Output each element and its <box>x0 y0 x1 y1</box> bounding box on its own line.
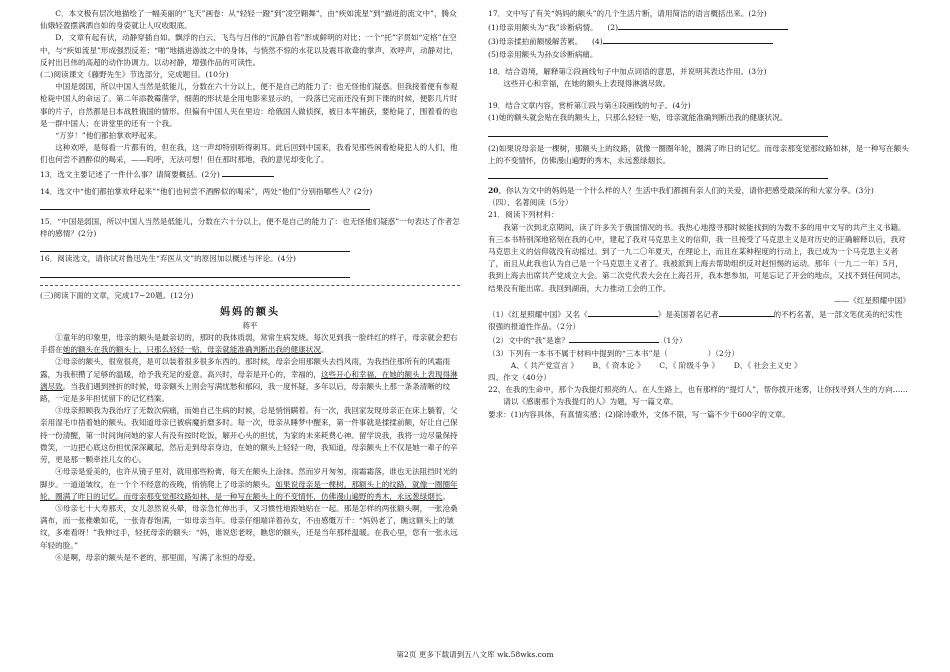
divider <box>40 281 460 286</box>
question-21-heading: 21．阅读下列材料： <box>488 210 559 220</box>
article-paragraph-6: ⑥是啊，母亲的额头是不老的，那里面，写满了永恒的母爱。 <box>55 552 261 562</box>
question-20: 20．你认为文中的妈妈是一个什么样的人？生活中我们都拥有亲人们的关爱，请你把感受最深的和大家分享。(3分) <box>488 186 874 196</box>
option-c: C．本文极有层次地描绘了一幅美丽的“飞天”画卷：从“轻轻一蹬”到“凌空翱舞”，由“疾如流星”到“描进韵流文中”，腾众仙娥轻盈摆满洒自如的身姿就让人叹收眼底。 <box>40 9 457 31</box>
question-15: 15．“中国是弱国，所以中国人当然是低能儿，分数在六十分以上，便不是自己的能力了：也无怪他们疑惑”一句表达了作者怎样的感情？(2分) <box>40 217 460 239</box>
answer-blank <box>719 307 774 317</box>
answer-line <box>222 167 274 177</box>
answer-blank <box>588 307 658 317</box>
answer-line <box>40 266 350 278</box>
article-author: 蒋平 <box>242 320 258 330</box>
article-paragraph-4: ④母亲是爱美的，也许从镜子里对，就用那些粉膏，每天在额头上涂抹。然而岁月匆匆，雨霜霜落，谁也无法阻挡时光的脚步。一道道皱纹，在一个个不经意的夜晚，悄悄爬上了母亲的额头。如果说母亲是一棵树，那额头上的纹路，就像一圈圈年轮，圈满了昨日的记忆。而母亲那变觉那纹路如林，是一种写在额头上的不变情怀，仿佛漫山遍野的秀木，永远葱绿烟长。 <box>40 467 458 501</box>
article-paragraph-3: ③母亲照顾我为我治疗了无数次病痛，而她自己生病的时候，总是悄悄瞒着。有一次，我回家发现母亲正在床上躺着，父亲用湿毛巾捂着她的额头。我知道母亲已被病魔折磨多时。每一次，母亲从睡梦中醒来，第一件事就是揉揉前额，好让自己保持一份清醒，第一时间询问她的家人有没有按时吃饭，解开心头的担忧，为家的未来耗费心神。留学说我，我将一边尽量保持微笑，一边把心底这份担忧深深藏起，然后走到母亲身边，在她的额头上轻轻一吻，我知道，母亲额头上不仅是她一辈子的辛劳，更是那一颗牵挂儿女的心。 <box>40 406 458 465</box>
underlined-sentence: 这些开心和幸福，在她的额头上表现得淋漓尽致 <box>40 369 458 391</box>
question-19: 19．结合文章内容，赏析第①段与第④段画线的句子。(4分) <box>488 101 691 111</box>
writing-section-heading: 四、作文（40分） <box>488 373 551 383</box>
underlined-sentence: 如果说母亲是一棵树，那额头上的纹路，就像一圈圈年轮，圈满了昨日的记忆。而母亲那变觉那纹路如林，是一种写在额头上的不变情怀，仿佛漫山遍野的秀木，永远葱绿烟长 <box>40 479 458 501</box>
question-22: 22、在我的生命中，那个为我提灯照亮的人。在人生路上，也有那样的“提灯人”，帮你拨开迷雾，让你找寻到人生的方向…… <box>488 385 908 395</box>
article-title: 妈妈的额头 <box>220 306 280 318</box>
answer-blank <box>569 333 659 343</box>
q17-item-3: (3)母亲揉拍前额缓解苦累。 (4) <box>488 34 910 48</box>
excerpt-paragraph-1: 中国是弱国，所以中国人当然是低能儿，分数在六十分以上，便不是自己的能力了：也无怪他们疑惑。但我接着便有参观枪毙中国人的命运了。第二年添教霉菌学，细菌的形状是全用电影来显示的，一段落已完而还没有到下课的时候，便影几片时事的片子，自然都是日本战胜俄国的情形。但偏有中国人夹在里边：给俄国人做侦探，被日本军捕获，要枪毙了，围着看的也是一群中国人；在讲堂里的还有一个我。 <box>40 82 458 128</box>
question-18: 18．结合语境，解释第②段画线句子中加点词语的意思，并说明其表达作用。(3分) <box>488 66 767 76</box>
question-13: 13．选文主要记述了一件什么事？请简要概括。(2分) <box>40 167 460 181</box>
question-17: 17．文中写了有关“妈妈的额头”的几个生活片断，请用简洁的语言概括出来。(2分) <box>488 9 767 18</box>
option-d: D．文章有起有伏，动静穿插自如。飘浮的白云、飞鸟与吕伟的“沉静自若”形成鲜明的对比；一个“托”字贯如“定格”在空中，与“疾如流星”形成强烈反差；“啪”地插进游波之中的身体，与悄然不惊的水花以及震耳欲聋的掌声、欢呼声，动静对比，反衬出吕伟的高超的动作协调力。以动衬静，增强作品的可读性。 <box>40 33 458 67</box>
section-4-heading: （四）、名著阅读（5分） <box>488 198 573 208</box>
material-source: ——《红星照耀中国》 <box>834 295 910 305</box>
article-paragraph-5: ⑤母亲七十大寿那天，女儿忽然说头晕，母亲急忙伸出手，又习惯性地跟她贴在一起。那是怎样的两张额头啊，一张沧桑满布，而一张稚嫩如花，一张青春饱满，一如母亲当年。母亲仔细端详着孙女，不由感慨万千：“妈妈老了，瞧这额头上的皱纹，多难看呀！”我伸过手，轻抚母亲的额头：“妈，谁说您老呀，瞧您的额头，还是当年那样温暖。在我心里，您有一张永远年轻的脸。” <box>40 503 458 550</box>
answer-line <box>40 198 370 210</box>
question-16: 16．阅读选文，请你试对鲁迅先生“弃医从文”的原因加以概述与评论。(4分) <box>40 254 296 264</box>
q21-part-2: （2）文中的“我”是谁？ （1分） <box>488 333 910 347</box>
question-14: 14．选文中“他们都拍掌欢呼起来”“他们也何尝不酒醉似的喝采”，两处“他们”分别指哪些人？(2分) <box>40 186 373 196</box>
q17-item-5: (5)母亲用额头为孙女诊断病痛。 <box>488 49 598 59</box>
option-d: D、《 社会主义史 》 <box>733 360 802 370</box>
article-paragraph-2: ②母亲的额头，很宽很亮，是可以装着很多很多东西的。那时候，母亲会用那额头去挡风雨，为我挡住那所有的风霜雨露，为我积攒了足够的温暖，给予我充足的爱意。高兴时，母亲是开心的，幸福的，这些开心和幸福，在她的额头上表现得淋漓尽致。当我们遇到挫折的时候，母亲额头上则会写满忧愁和郁闷，我一度怀疑，多年以后，母亲额头上那一条条清晰的纹路，一定是多年担忧留下的记忆档案。 <box>40 357 458 404</box>
excerpt-paragraph-3: 这种欢呼，是每看一片都有的，但在我，这一声却特别听得刺耳。此后回到中国来，我看见那些闲看枪毙犯人的人们，他们也何尝不酒醉似的喝采，——呜呼，无法可想！但在那时那地，我的意见却变化了。 <box>40 143 458 165</box>
q21-options <box>488 360 910 372</box>
q22-requirements: 要求：(1)内容具体，有真情实感；(2)除诗歌外，文体不限，写一篇不少于600字的文章。 <box>488 409 790 419</box>
excerpt-paragraph-2: “万岁！”他们都拍掌欢呼起来。 <box>55 131 162 141</box>
q17-item-1: (1)母亲用额头为“我”诊断病情。 (2) <box>488 20 910 34</box>
q22-task: 请以《感谢那个为我提灯的人》为题，写一篇文章。 <box>503 397 678 407</box>
option-b: B、《 资本论 》 <box>592 360 645 370</box>
q19-sentence-1: (1)她的额头就会贴在我的额头上，只那么轻轻一贴，母亲就能准确判断出我的健康状况。 <box>488 113 788 123</box>
left-column <box>40 8 460 564</box>
answer-line <box>618 20 788 30</box>
q18-sentence: 这些开心和幸福，在她的额头上表现得淋漓尽致。 <box>503 79 671 89</box>
q19-sentence-2: (2)如果说母亲是一棵树，那额头上的纹路，就像一圈圈年轮，圈满了昨日的记忆。而母亲那变觉那纹路如林，是一种写在额头上的不变情怀，仿佛漫山遍野的秀木，永远葱绿烟长。 <box>488 143 909 165</box>
option-a: A、《 共产党宣言 》 <box>510 360 579 370</box>
answer-line <box>488 167 828 179</box>
section-2-heading: (二)阅读课文《藤野先生》节选部分，完成题目。(10分) <box>40 70 229 80</box>
material-text: 我第一次到北京期间，读了许多关于俄国情况的书。我热心地搜寻那时候能找到的为数不多的用中文写的共产主义书籍。有三本书特别深地铭刻在我的心中，建起了我对马克思主义的信仰，我一旦接受了马克思主义是对历史的正确解释以后，我对马克思主义的信仰就没有动摇过。到了一九二〇年夏天，在理论上，而且在某种程度的行动上，我已成为一个马克思主义者了，而且从此我也认为自己是一个马克思主义者了。我被派到上海去帮助组织反对赵恒惕的运动。那年（一九二一年）5月，我到上海去出席共产党成立大会。第二次党代表大会在上海召开，我本想参加，可是忘记了开会的地点，又找不到任何同志，结果没有能出席。我回到湖南，大力推动工会的工作。 <box>488 222 906 293</box>
q21-part-3: （3）下列有一本书不属于材料中提到的“三本书”是（ ）（2分） <box>488 348 740 358</box>
right-column <box>488 8 910 421</box>
answer-line <box>488 125 828 137</box>
q21-part-1: （1）《红星照耀中国》又名《 》是美国著名记者 的不朽名著，是一部文笔优美的纪实性很强的报道性作品。（2分） <box>488 307 910 333</box>
underlined-sentence: 她的额头在我的额头上，只那么轻轻一贴，母亲就能准确判断出我的健康状况 <box>62 345 321 355</box>
answer-line <box>603 34 773 44</box>
option-c: C、《 阶级斗争 》 <box>659 360 720 370</box>
section-3-heading: (三)阅读下面的文章，完成17~20题。(12分) <box>40 290 194 300</box>
page-footer: 第2页 更多下载请到五八文库 wk.58wks.com <box>396 650 554 659</box>
article-paragraph-1: ①童年的印象里，母亲的额头是最亲切的，那时的我体质弱，常常生病发烧。每次见到我一脸绊红的样子，母亲就会把右手搭在她的额头在我的额头上，只那么轻轻一贴，母亲就能准确判断出我的健康状况。 <box>40 333 458 355</box>
answer-line <box>40 240 350 252</box>
